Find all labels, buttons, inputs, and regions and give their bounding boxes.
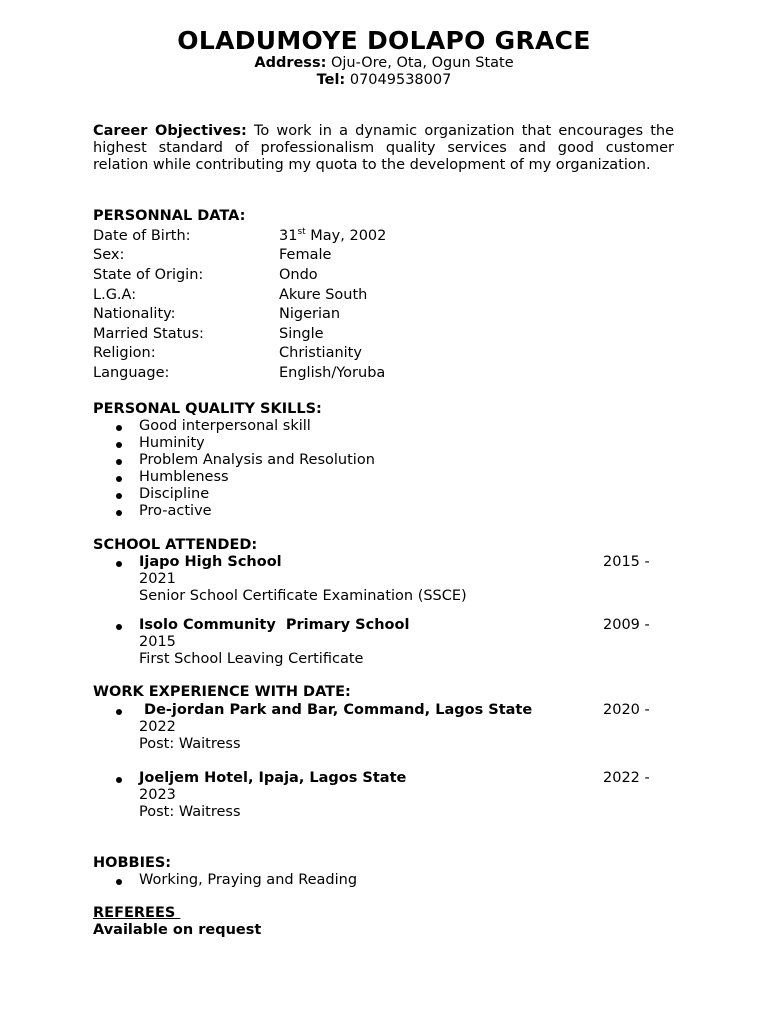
referees-heading: REFEREES <box>93 905 181 921</box>
personal-label: L.G.A: <box>93 287 137 303</box>
referees-text: Available on request <box>93 922 262 938</box>
work-employer: Joeljem Hotel, Ipaja, Lagos State <box>139 770 407 786</box>
bullet-icon <box>116 442 122 448</box>
hobbies-heading: HOBBIES: <box>93 855 172 871</box>
schools-heading: SCHOOL ATTENDED: <box>93 537 258 553</box>
skill-item: Humbleness <box>139 469 229 485</box>
dob-suffix: st <box>297 227 306 237</box>
skill-item: Good interpersonal skill <box>139 418 311 434</box>
school-end-year: 2021 <box>139 571 176 587</box>
work-heading: WORK EXPERIENCE WITH DATE: <box>93 684 351 700</box>
bullet-icon <box>116 879 122 885</box>
work-end-year: 2023 <box>139 787 176 803</box>
work-post: Post: Waitress <box>139 736 241 752</box>
personal-label: State of Origin: <box>93 267 204 283</box>
school-name: Isolo Community Primary School <box>139 617 410 633</box>
personal-label: Sex: <box>93 247 125 263</box>
personal-label: Nationality: <box>93 306 176 322</box>
school-end-year: 2015 <box>139 634 176 650</box>
bullet-icon <box>116 425 122 431</box>
personal-value: Christianity <box>279 345 362 361</box>
skill-item: Problem Analysis and Resolution <box>139 452 375 468</box>
skills-heading: PERSONAL QUALITY SKILLS: <box>93 401 322 417</box>
address-line <box>0 55 768 71</box>
bullet-icon <box>116 624 122 630</box>
skill-item: Huminity <box>139 435 205 451</box>
school-name: Ijapo High School <box>139 554 282 570</box>
personal-label: Date of Birth: <box>93 228 191 244</box>
work-post: Post: Waitress <box>139 804 241 820</box>
personal-value: English/Yoruba <box>279 365 386 381</box>
work-end-year: 2022 <box>139 719 176 735</box>
personal-value-dob <box>279 228 386 244</box>
objective-label: Career Objectives: <box>93 123 247 139</box>
school-start-year: 2015 - <box>603 554 650 570</box>
work-start-year: 2022 - <box>603 770 650 786</box>
school-start-year: 2009 - <box>603 617 650 633</box>
dob-month-year: May, 2002 <box>305 228 387 244</box>
personal-label: Married Status: <box>93 326 204 342</box>
hobby-item: Working, Praying and Reading <box>139 872 358 888</box>
personal-value: Single <box>279 326 324 342</box>
personal-value: Nigerian <box>279 306 341 322</box>
bullet-icon <box>116 510 122 516</box>
personal-value: Female <box>279 247 332 263</box>
bullet-icon <box>116 561 122 567</box>
bullet-icon <box>116 777 122 783</box>
tel-line <box>0 72 768 88</box>
bullet-icon <box>116 459 122 465</box>
tel-label: Tel: <box>316 72 346 88</box>
bullet-icon <box>116 493 122 499</box>
personal-value: Akure South <box>279 287 368 303</box>
bullet-icon <box>116 476 122 482</box>
skill-item: Pro-active <box>139 503 212 519</box>
work-employer: De-jordan Park and Bar, Command, Lagos State <box>139 702 533 718</box>
school-certificate: First School Leaving Certificate <box>139 651 364 667</box>
personal-value: Ondo <box>279 267 318 283</box>
dob-day: 31 <box>279 228 298 244</box>
skill-item: Discipline <box>139 486 210 502</box>
address-label: Address: <box>254 55 327 71</box>
school-certificate: Senior School Certificate Examination (SSCE) <box>139 588 467 604</box>
career-objective <box>93 123 674 174</box>
personal-label: Language: <box>93 365 170 381</box>
personal-data-heading: PERSONNAL DATA: <box>93 208 246 224</box>
address-value: Oju-Ore, Ota, Ogun State <box>326 55 514 71</box>
candidate-name: OLADUMOYE DOLAPO GRACE <box>177 26 591 55</box>
personal-label: Religion: <box>93 345 156 361</box>
work-start-year: 2020 - <box>603 702 650 718</box>
tel-value: 07049538007 <box>345 72 452 88</box>
objective-text: To work in a dynamic organization that encourages the highest standard of professionalism quality services and good customer relation while contributing my quota to the development of my organization. <box>93 123 674 173</box>
bullet-icon <box>116 709 122 715</box>
